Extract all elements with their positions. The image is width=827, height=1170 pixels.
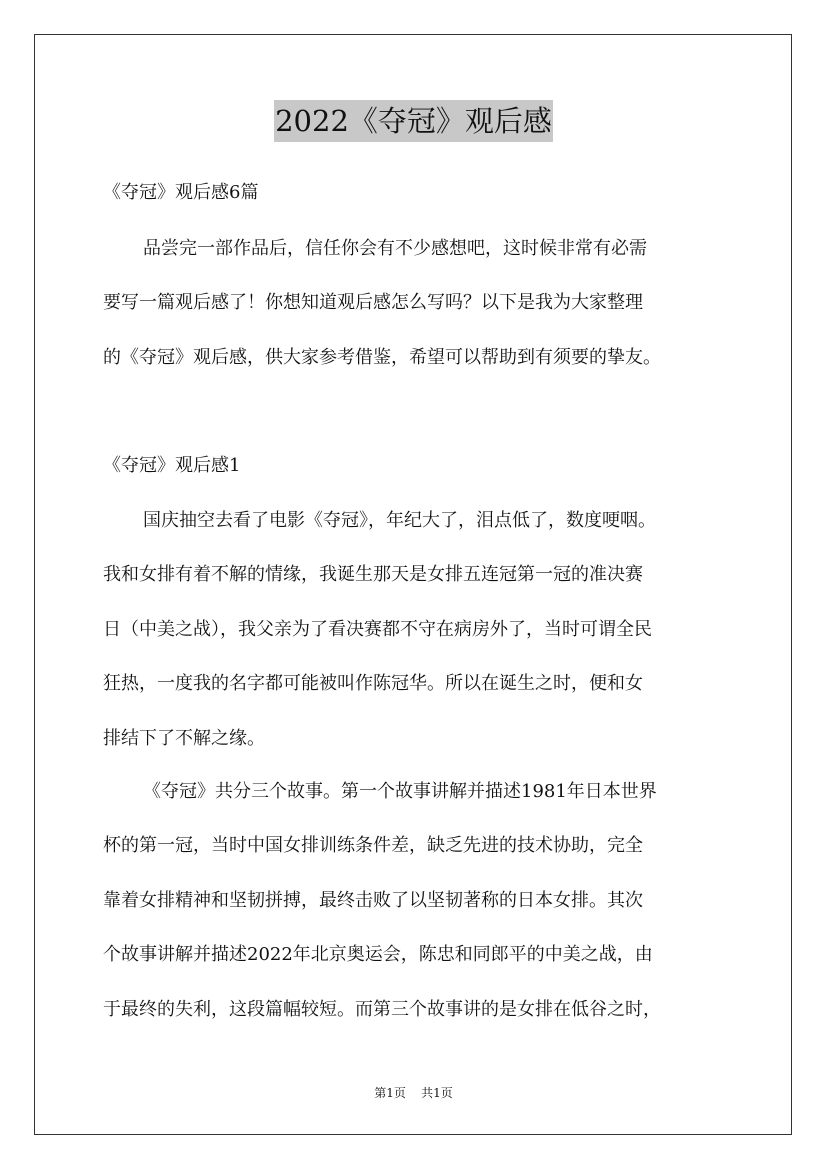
paragraph-line: 我和女排有着不解的情缘，我诞生那天是女排五连冠第一冠的准决赛 bbox=[103, 564, 643, 585]
paragraph-line: 狂热，一度我的名字都可能被叫作陈冠华。所以在诞生之时，便和女 bbox=[103, 673, 643, 694]
intro-line: 品尝完一部作品后，信任你会有不少感想吧，这时候非常有必需 bbox=[143, 238, 647, 259]
intro-line: 要写一篇观后感了！你想知道观后感怎么写吗？以下是我为大家整理 bbox=[103, 292, 643, 313]
paragraph-line: 靠着女排精神和坚韧拼搏，最终击败了以坚韧著称的日本女排。其次 bbox=[103, 890, 643, 911]
paragraph-line: 日（中美之战），我父亲为了看决赛都不守在病房外了，当时可谓全民 bbox=[103, 619, 652, 640]
paragraph-line: 排结下了不解之缘。 bbox=[103, 728, 265, 749]
paragraph-line: 国庆抽空去看了电影《夺冠》，年纪大了，泪点低了，数度哽咽。 bbox=[143, 510, 656, 531]
paragraph-line: 于最终的失利，这段篇幅较短。而第三个故事讲的是女排在低谷之时， bbox=[103, 999, 661, 1020]
page-footer bbox=[0, 1084, 827, 1101]
title-container bbox=[0, 100, 827, 142]
document-subtitle: 《夺冠》观后感6篇 bbox=[103, 182, 259, 203]
intro-line: 的《夺冠》观后感，供大家参考借鉴，希望可以帮助到有须要的挚友。 bbox=[103, 347, 661, 368]
paragraph-line: 杯的第一冠，当时中国女排训练条件差，缺乏先进的技术协助，完全 bbox=[103, 835, 643, 856]
section-heading: 《夺冠》观后感1 bbox=[103, 455, 241, 476]
document-title: 2022《夺冠》观后感 bbox=[274, 100, 553, 142]
paragraph-line: 个故事讲解并描述2022年北京奥运会，陈忠和同郎平的中美之战，由 bbox=[103, 944, 653, 965]
page-total: 共1页 bbox=[421, 1086, 453, 1100]
paragraph-line: 《夺冠》共分三个故事。第一个故事讲解并描述1981年日本世界 bbox=[143, 781, 657, 802]
page-number: 第1页 bbox=[374, 1086, 406, 1100]
